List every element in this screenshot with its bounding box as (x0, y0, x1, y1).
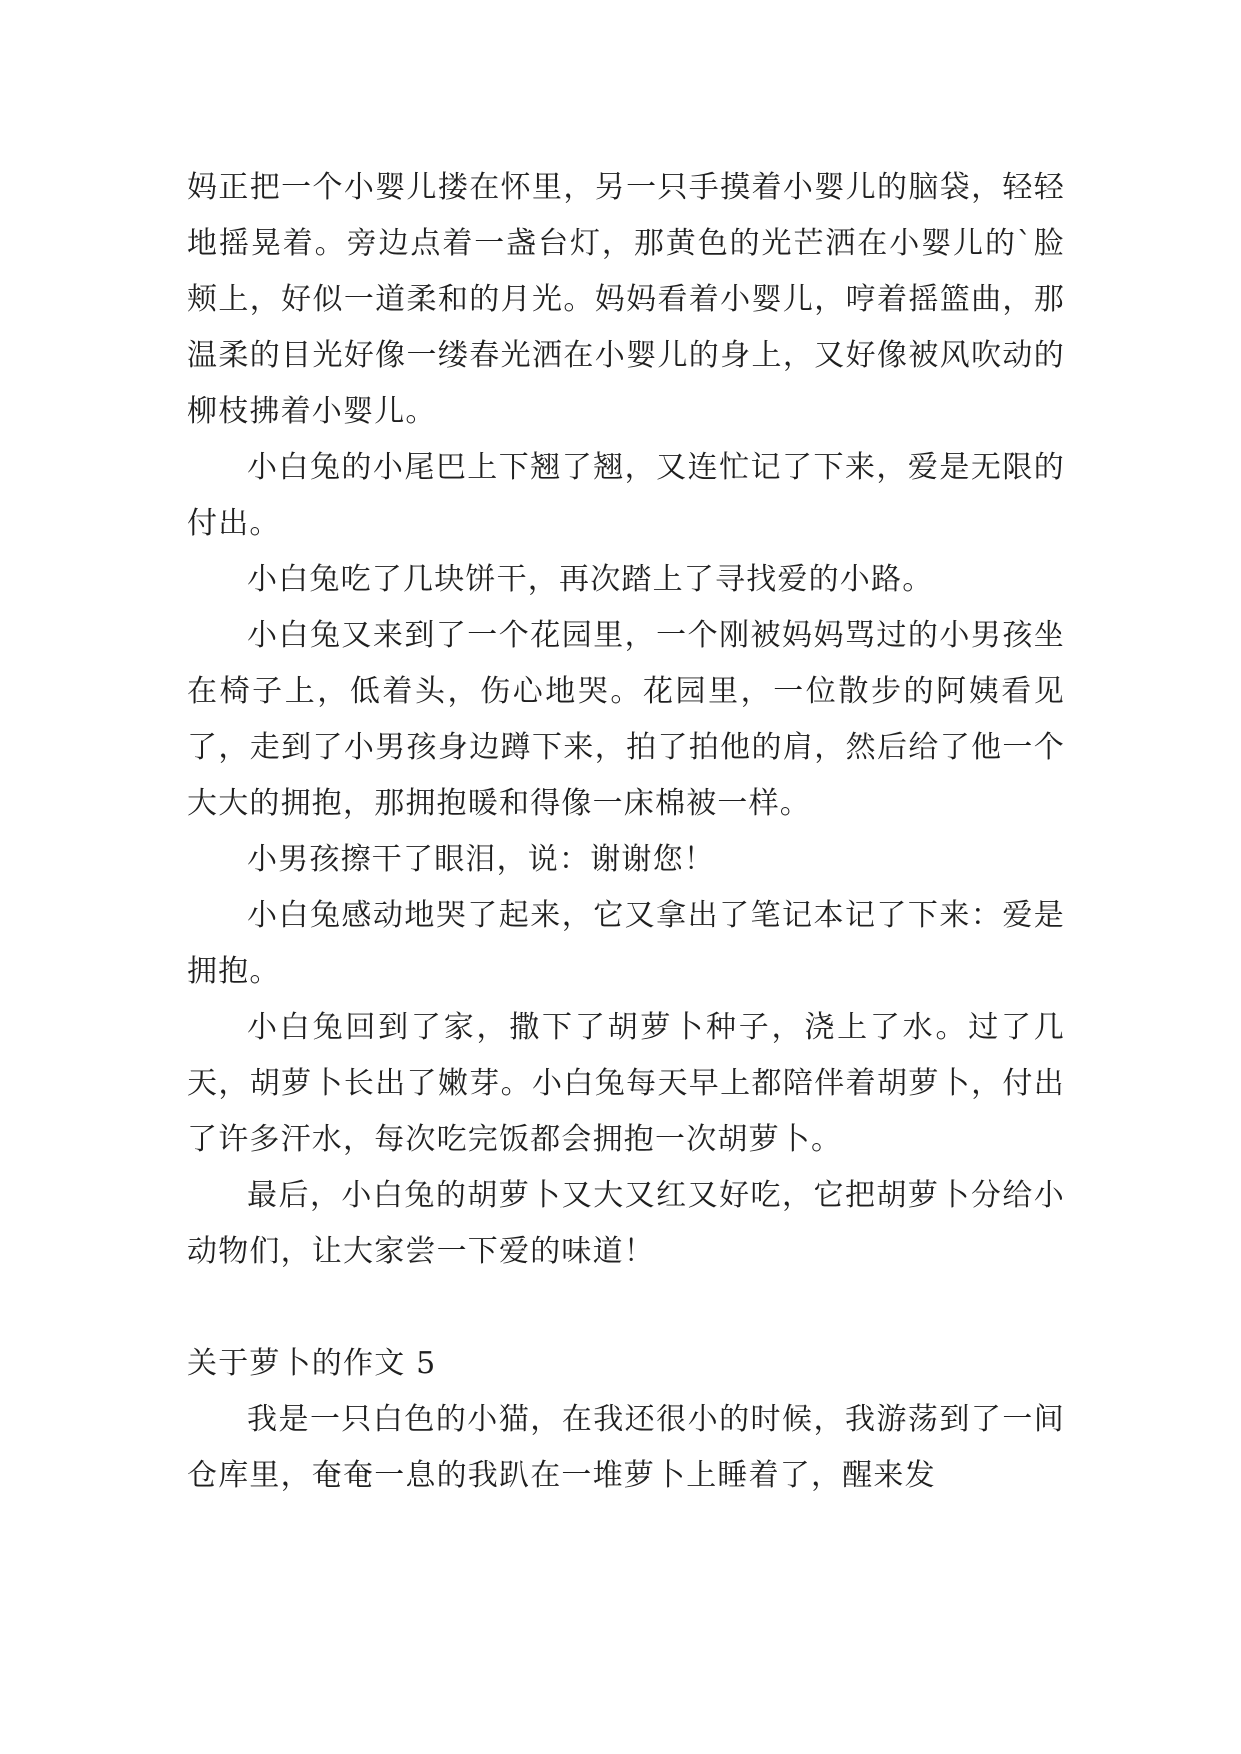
paragraph-4: 小白兔又来到了一个花园里，一个刚被妈妈骂过的小男孩坐在椅子上，低着头，伤心地哭。花园里，一位散步的阿姨看见了，走到了小男孩身边蹲下来，拍了拍他的肩，然后给了他一个大大的拥抱，那拥抱暖和得像一床棉被一样。 (187, 618, 1065, 821)
paragraph-1: 妈正把一个小婴儿搂在怀里，另一只手摸着小婴儿的脑袋，轻轻地摇晃着。旁边点着一盏台灯，那黄色的光芒洒在小婴儿的`脸颊上，好似一道柔和的月光。妈妈看着小婴儿，哼着摇篮曲，那温柔的目光好像一缕春光洒在小婴儿的身上，又好像被风吹动的柳枝拂着小婴儿。 (187, 170, 1065, 429)
paragraph-5: 小男孩擦干了眼泪，说：谢谢您！ (247, 842, 715, 877)
paragraph-6: 小白兔感动地哭了起来，它又拿出了笔记本记了下来：爱是拥抱。 (187, 898, 1065, 989)
paragraph-3: 小白兔吃了几块饼干，再次踏上了寻找爱的小路。 (247, 562, 934, 597)
paragraph-9: 我是一只白色的小猫，在我还很小的时候，我游荡到了一间仓库里，奄奄一息的我趴在一堆萝卜上睡着了，醒来发 (187, 1402, 1065, 1493)
section-heading: 关于萝卜的作文 5 (187, 1346, 437, 1381)
paragraph-7: 小白兔回到了家，撒下了胡萝卜种子，浇上了水。过了几天，胡萝卜长出了嫩芽。小白兔每天早上都陪伴着胡萝卜，付出了许多汗水，每次吃完饭都会拥抱一次胡萝卜。 (187, 1010, 1065, 1157)
document-body (187, 160, 1065, 1504)
paragraph-8: 最后，小白兔的胡萝卜又大又红又好吃，它把胡萝卜分给小动物们，让大家尝一下爱的味道！ (187, 1178, 1065, 1269)
paragraph-2: 小白兔的小尾巴上下翘了翘，又连忙记了下来，爱是无限的付出。 (187, 450, 1065, 541)
